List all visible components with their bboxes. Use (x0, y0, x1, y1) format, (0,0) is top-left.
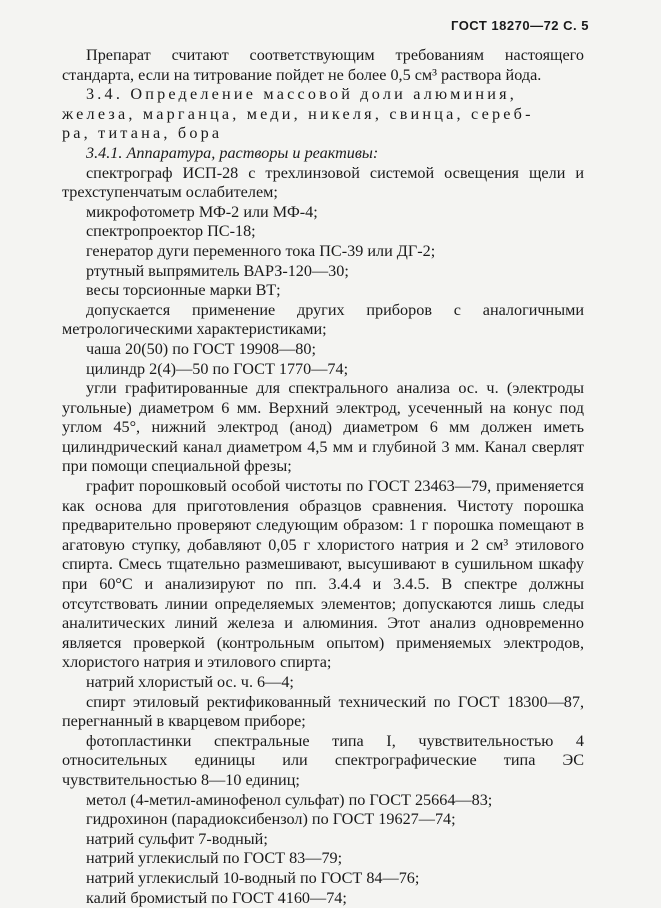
list-item: цилиндр 2(4)—50 по ГОСТ 1770—74; (86, 359, 349, 378)
list-item: спектропроектор ПС-18; (86, 222, 256, 241)
list-item: допускается применение других приборов с аналогичными метрологическими характеристиками; (62, 300, 584, 339)
list-item: микрофотометр МФ-2 или МФ-4; (86, 202, 318, 221)
section-3-4-heading-line-2: железа, марганца, меди, никеля, свинца, сереб- (62, 104, 534, 123)
list-item: натрий углекислый по ГОСТ 83—79; (86, 849, 343, 868)
running-header: ГОСТ 18270—72 С. 5 (451, 18, 589, 33)
list-item: фотопластинки спектральные типа I, чувствительностью 4 относительных единицы или спектрографические типа ЭС чувствительностью 8—10 единиц; (62, 731, 584, 789)
list-item: калий бромистый по ГОСТ 4160—74; (86, 888, 347, 907)
list-item: натрий хлористый ос. ч. 6—4; (86, 673, 294, 691)
section-3-4-heading-line-3: ра, титана, бора (62, 124, 223, 143)
list-item: спектрограф ИСП-28 с трехлинзовой системой освещения щели и трехступенчатым ослабителем; (62, 163, 584, 202)
list-item: весы торсионные марки ВТ; (86, 281, 281, 300)
section-3-4-heading-line-1: 3.4. Определение массовой доли алюминия, (86, 85, 518, 104)
list-item: спирт этиловый ректификованный технический по ГОСТ 18300—87, перегнанный в кварцевом приборе; (62, 692, 584, 731)
list-item: ртутный выпрямитель ВАРЗ-120—30; (86, 261, 349, 280)
list-item: генератор дуги переменного тока ПС-39 или ДГ-2; (86, 241, 436, 260)
list-item: чаша 20(50) по ГОСТ 19908—80; (86, 339, 316, 358)
paragraph-iodine-titration: Препарат считают соответствующим требованиям настоящего стандарта, если на титрование пойдет не более 0,5 см³ раствора йода. (62, 46, 584, 84)
page-body (62, 46, 584, 908)
list-item: графит порошковый особой чистоты по ГОСТ 23463—79, применяется как основа для приготовления образцов сравнения. Чистоту порошка предварительно проверяют следующим образом: 1 г порошка помещают в агатовую ступку, добавляют 0,05 г хлористого натрия и 2 см³ этилового спирта. Смесь тщательно размешивают, высушивают в сушильном шкафу при 60°С и анализируют по пп. 3.4.4 и 3.4.5. В спектре должны отсутствовать линии определяемых элементов; допускаются лишь следы аналитических линий железа и алюминия. Этот анализ одновременно является проверкой (контрольным опытом) применяемых электродов, хлористого натрия и этилового спирта; (62, 477, 584, 672)
list-item: натрий углекислый 10-водный по ГОСТ 84—76; (86, 868, 420, 887)
section-3-4-1-heading: 3.4.1. Аппаратура, растворы и реактивы: (86, 143, 379, 162)
list-item: угли графитированные для спектрального анализа ос. ч. (электроды угольные) диаметром 6 мм. Верхний электрод, усеченный на конус под углом 45°, нижний электрод (анод) диаметром 6 мм должен иметь цилиндрический канал диаметром 4,5 мм и глубиной 3 мм. Канал сверлят при помощи специальной фрезы; (62, 379, 584, 476)
list-item: натрий сульфит 7-водный; (86, 829, 268, 848)
list-item: метол (4-метил-аминофенол сульфат) по ГОСТ 25664—83; (86, 790, 493, 809)
list-item: гидрохинон (парадиоксибензол) по ГОСТ 19627—74; (86, 810, 456, 829)
